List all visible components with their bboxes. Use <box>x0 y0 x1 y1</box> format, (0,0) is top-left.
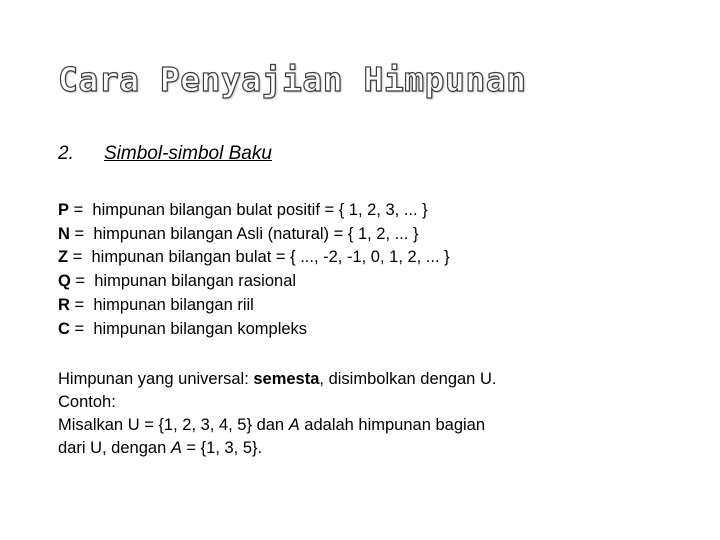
definition-sep: = <box>69 295 94 314</box>
definition-row <box>58 294 450 318</box>
definition-text: himpunan bilangan kompleks <box>93 319 308 338</box>
definition-symbol: Q <box>58 272 71 291</box>
example-line-2: dari U, dengan A = {1, 3, 5}. <box>58 439 263 457</box>
definition-sep: = <box>69 319 94 338</box>
universal-term: semesta <box>253 370 320 388</box>
slide-title: Cara Penyajian Himpunan <box>58 60 527 99</box>
universal-line: Himpunan yang universal: semesta, disimbolkan dengan U. <box>58 370 497 388</box>
definition-text: himpunan bilangan riil <box>93 295 254 314</box>
section-number: 2. <box>58 143 74 164</box>
definition-sep: = <box>70 272 95 291</box>
definition-symbol: C <box>58 319 70 338</box>
definition-symbol: R <box>58 295 70 314</box>
definition-text: himpunan bilangan rasional <box>94 272 297 291</box>
definition-sep: = <box>68 248 92 267</box>
definition-row <box>58 318 450 342</box>
universal-set-paragraph <box>58 368 496 460</box>
definition-row <box>58 199 450 223</box>
example-label: Contoh: <box>58 393 116 411</box>
section-heading <box>58 143 272 165</box>
example-line-1: Misalkan U = {1, 2, 3, 4, 5} dan A adalah himpunan bagian <box>58 416 486 434</box>
definition-sep: = <box>69 224 94 243</box>
section-title: Simbol-simbol Baku <box>104 143 272 164</box>
definition-symbol: N <box>58 224 70 243</box>
definition-symbol: P <box>58 201 70 219</box>
definition-row <box>58 246 450 270</box>
definition-text: himpunan bilangan bulat = { ..., -2, -1, 0, 1, 2, ... } <box>91 248 450 267</box>
definition-symbol: Z <box>58 248 69 267</box>
definition-text: himpunan bilangan bulat positif = { 1, 2, 3, ... } <box>92 201 428 219</box>
definition-row <box>58 270 450 294</box>
definition-row <box>58 223 450 247</box>
definition-text: himpunan bilangan Asli (natural) = { 1, 2, ... } <box>93 224 419 243</box>
symbol-definitions <box>58 199 450 341</box>
definition-sep: = <box>69 201 93 219</box>
